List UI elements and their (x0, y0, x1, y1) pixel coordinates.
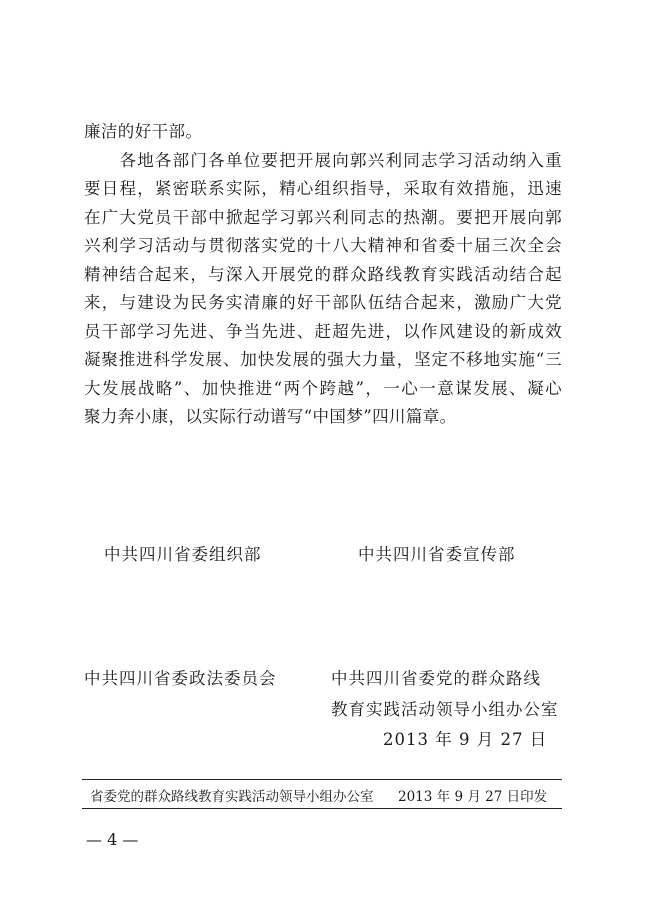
body-line: 聚力奔小康，以实际行动谱写“中国梦”四川篇章。 (84, 407, 457, 426)
body-line: 来，与建设为民务实清廉的好干部队伍结合起来，激励广大党 (84, 293, 562, 312)
page-number: — 4 — (86, 830, 139, 849)
signature-leading-group-line2: 教育实践活动领导小组办公室 (331, 700, 559, 719)
body-line: 廉洁的好干部。 (84, 122, 203, 141)
body-line: 在广大党员干部中掀起学习郭兴利同志的热潮。要把开展向郭 (84, 207, 562, 227)
body-line: 员干部学习先进、争当先进、赶超先进，以作风建设的新成效 (84, 321, 562, 341)
signature-politics-law-committee: 中共四川省委政法委员会 (84, 669, 277, 688)
signature-date: 2013 年 9 月 27 日 (383, 730, 548, 749)
body-line: 要日程，紧密联系实际，精心组织指导，采取有效措施，迅速 (84, 179, 562, 198)
body-line: 凝聚推进科学发展、加快发展的强大力量，坚定不移地实施“三 (84, 350, 562, 369)
signature-leading-group-line1: 中共四川省委党的群众路线 (331, 669, 541, 688)
imprint-bottom-rule (82, 808, 562, 809)
signature-org-department: 中共四川省委组织部 (104, 545, 262, 564)
body-line: 精神结合起来，与深入开展党的群众路线教育实践活动结合起 (84, 264, 562, 284)
imprint-top-rule (82, 779, 562, 780)
body-line: 大发展战略”、加快推进“两个跨越”，一心一意谋发展、凝心 (84, 378, 562, 398)
body-line: 兴利学习活动与贯彻落实党的十八大精神和省委十届三次全会 (84, 236, 562, 255)
signature-propaganda-department: 中共四川省委宣传部 (358, 545, 516, 564)
imprint-printed-date: 2013 年 9 月 27 日印发 (398, 789, 548, 805)
imprint-issuer: 省委党的群众路线教育实践活动领导小组办公室 (90, 789, 374, 805)
body-text (84, 118, 562, 432)
body-line: 各地各部门各单位要把开展向郭兴利同志学习活动纳入重 (84, 150, 562, 170)
